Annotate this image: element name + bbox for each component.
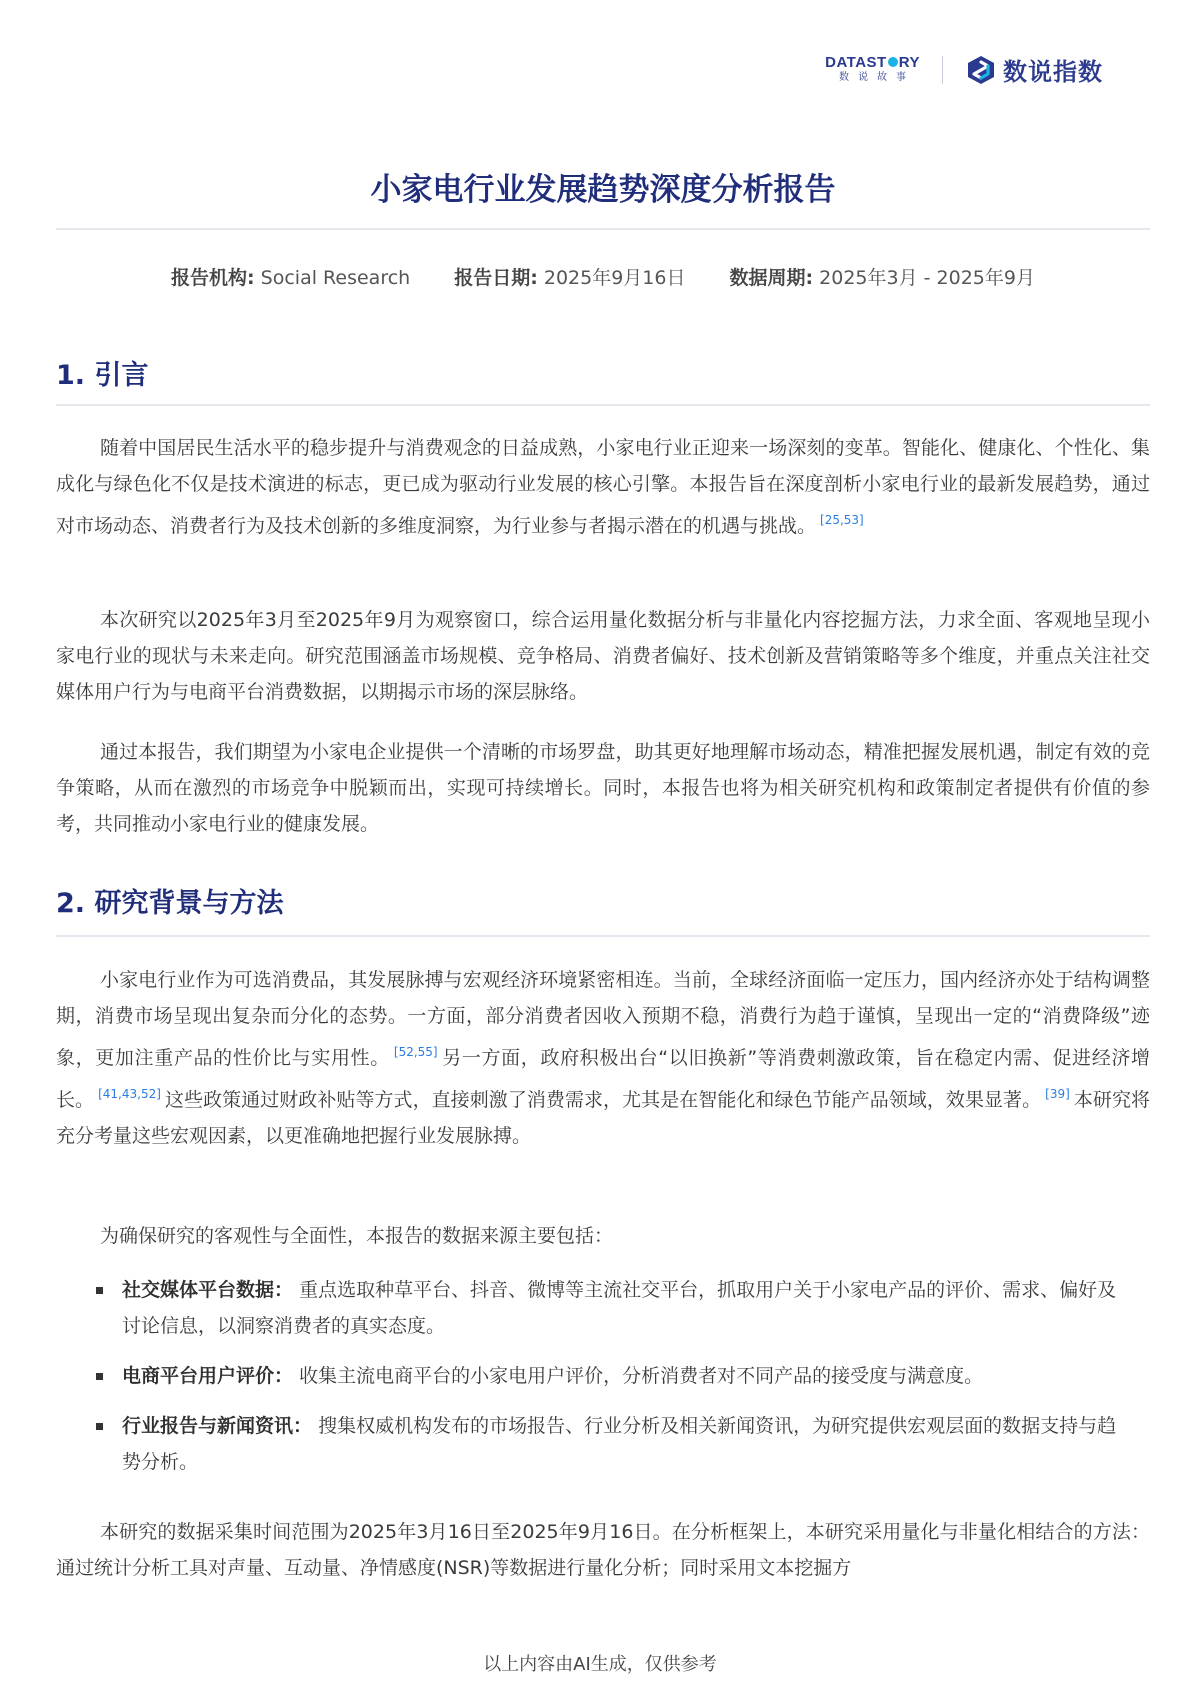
- background-paragraph-3: 本研究的数据采集时间范围为2025年3月16日至2025年9月16日。在分析框架上，本研究采用量化与非量化相结合的方法：通过统计分析工具对声量、互动量、净情感度(NSR)等数据进行量化分析；同时采用文本挖掘方: [56, 1521, 1150, 1579]
- datastory-logo: DATAST RY 数说故事: [825, 53, 920, 83]
- bullet-square-icon: [96, 1287, 103, 1294]
- shuoshuo-index-logo: 数说指数: [965, 52, 1103, 87]
- meta-date: 报告日期: 2025年9月16日: [454, 267, 686, 289]
- logo-divider: [942, 56, 943, 84]
- section-heading-background: 2. 研究背景与方法: [56, 888, 284, 919]
- section-divider: [56, 404, 1150, 406]
- header-logos: [825, 52, 1103, 87]
- citation-link[interactable]: [41,43,52]: [98, 1087, 161, 1101]
- data-source-list: [92, 1272, 1132, 1480]
- bullet-square-icon: [96, 1373, 103, 1380]
- meta-period: 数据周期: 2025年3月 - 2025年9月: [729, 267, 1035, 289]
- section-divider: [56, 935, 1150, 937]
- background-paragraph-2: 为确保研究的客观性与全面性，本报告的数据来源主要包括：: [100, 1225, 614, 1247]
- citation-link[interactable]: [39]: [1045, 1087, 1070, 1101]
- title-divider: [56, 228, 1150, 230]
- logo-dot-icon: [888, 57, 898, 67]
- index-logo-icon: [965, 54, 997, 86]
- section-heading-intro: 1. 引言: [56, 360, 149, 391]
- meta-organization: 报告机构: Social Research: [171, 267, 411, 289]
- intro-paragraph-1: 随着中国居民生活水平的稳步提升与消费观念的日益成熟，小家电行业正迎来一场深刻的变革。智能化、健康化、个性化、集成化与绿色化不仅是技术演进的标志，更已成为驱动行业发展的核心引擎。本报告旨在深度剖析小家电行业的最新发展趋势，通过对市场动态、消费者行为及技术创新的多维度洞察，为行业参与者揭示潜在的机遇与挑战。 [25,53]: [56, 437, 1150, 537]
- ai-disclaimer-footer: 以上内容由AI生成，仅供参考: [483, 1654, 717, 1675]
- intro-paragraph-2: 本次研究以2025年3月至2025年9月为观察窗口，综合运用量化数据分析与非量化内容挖掘方法，力求全面、客观地呈现小家电行业的现状与未来走向。研究范围涵盖市场规模、竞争格局、消费者偏好、技术创新及营销策略等多个维度，并重点关注社交媒体用户行为与电商平台消费数据，以期揭示市场的深层脉络。: [56, 609, 1150, 703]
- list-item: 行业报告与新闻资讯： 搜集权威机构发布的市场报告、行业分析及相关新闻资讯，为研究提供宏观层面的数据支持与趋势分析。: [92, 1408, 1132, 1480]
- report-title: 小家电行业发展趋势深度分析报告: [370, 172, 836, 208]
- list-item: 社交媒体平台数据： 重点选取种草平台、抖音、微博等主流社交平台，抓取用户关于小家电产品的评价、需求、偏好及讨论信息，以洞察消费者的真实态度。: [92, 1272, 1132, 1344]
- citation-link[interactable]: [25,53]: [820, 513, 864, 527]
- intro-paragraph-3: 通过本报告，我们期望为小家电企业提供一个清晰的市场罗盘，助其更好地理解市场动态，精准把握发展机遇，制定有效的竞争策略，从而在激烈的市场竞争中脱颖而出，实现可持续增长。同时，本报告也将为相关研究机构和政策制定者提供有价值的参考，共同推动小家电行业的健康发展。: [56, 741, 1150, 835]
- bullet-square-icon: [96, 1423, 103, 1430]
- citation-link[interactable]: [52,55]: [393, 1045, 438, 1059]
- list-item: 电商平台用户评价： 收集主流电商平台的小家电用户评价，分析消费者对不同产品的接受度与满意度。: [92, 1358, 1132, 1394]
- report-meta: [56, 263, 1150, 290]
- background-paragraph-1: 小家电行业作为可选消费品，其发展脉搏与宏观经济环境紧密相连。当前，全球经济面临一定压力，国内经济亦处于结构调整期，消费市场呈现出复杂而分化的态势。一方面，部分消费者因收入预期不稳，消费行为趋于谨慎，呈现出一定的“消费降级”迹象，更加注重产品的性价比与实用性。 [52,55] 另一方面，政府积极出台“以旧换新”等消费刺激政策，旨在稳定内需、促进经济增长。 [41,43,52] 这些政策通过财政补贴等方式，直接刺激了消费需求，尤其是在智能化和绿色节能产品领域，效果显著。 [39] 本研究将充分考量这些宏观因素，以更准确地把握行业发展脉搏。: [56, 969, 1150, 1147]
